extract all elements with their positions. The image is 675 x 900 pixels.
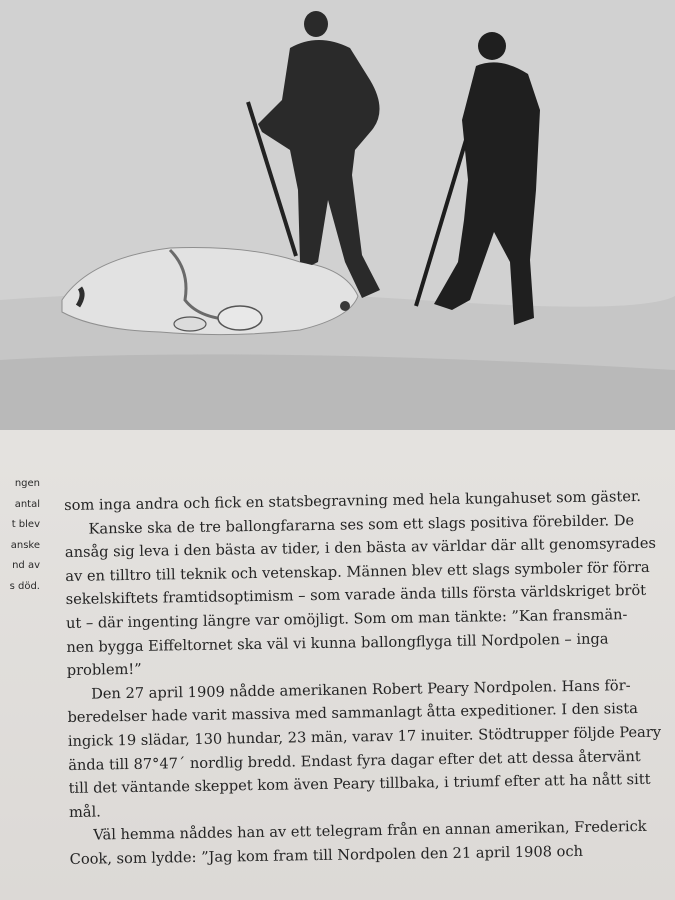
caption-line: ngen xyxy=(14,478,40,489)
body-line: ut – där ingenting längre var omöjligt. Som om man tänkte: ”Kan fransmän- xyxy=(65,606,628,632)
body-line: till det väntande skeppet kom även Peary tillbaka, i triumf efter att ha nått sitt xyxy=(68,770,651,798)
caption-line: s död. xyxy=(9,580,40,592)
photo-caption xyxy=(0,474,40,597)
expedition-photo xyxy=(0,0,675,430)
body-line: ansåg sig leva i den bästa av tider, i den bästa av världar där allt genomsyrades xyxy=(64,534,657,562)
caption-line: anske xyxy=(10,539,40,551)
caption-line: nd av xyxy=(12,560,40,571)
body-line: problem!” xyxy=(66,660,142,680)
body-line: beredelser hade varit massiva med sammanlagt åtta expeditioner. I den sista xyxy=(67,700,639,727)
body-line: Väl hemma nåddes han av ett telegram från en annan amerikan, Frederick xyxy=(93,818,647,844)
body-line: nen bygga Eiffeltornet ska väl vi kunna ballongflyga till Nordpolen – inga xyxy=(66,630,609,656)
caption-line: t blev xyxy=(11,519,40,530)
photo-icon xyxy=(0,0,675,430)
body-line: som inga andra och fick en statsbegravning med hela kungahuset som gäster. xyxy=(64,487,642,514)
body-line: av en tilltro till teknik och vetenskap. Männen blev ett slags symboler för förra xyxy=(65,558,650,585)
body-line: ända till 87°47´ nordlig bredd. Endast fyra dagar efter det att dessa återvänt xyxy=(68,747,641,774)
body-line: Cook, som lydde: ”Jag kom fram till Nordpolen den 21 april 1908 och xyxy=(69,842,584,868)
body-text xyxy=(64,484,675,871)
body-line: Kanske ska de tre ballongfararna ses som ett slags positiva förebilder. De xyxy=(88,511,635,538)
body-line: ingick 19 slädar, 130 hundar, 23 män, varav 17 inuiter. Stödtrupper följde Peary xyxy=(67,723,662,750)
body-line: mål. xyxy=(68,803,101,821)
caption-line: antal xyxy=(14,498,40,510)
body-line: Den 27 april 1909 nådde amerikanen Robert Peary Nordpolen. Hans för- xyxy=(91,676,631,703)
body-line: sekelskiftets framtidsoptimism – som varade ända tills första världskriget bröt xyxy=(65,582,647,609)
